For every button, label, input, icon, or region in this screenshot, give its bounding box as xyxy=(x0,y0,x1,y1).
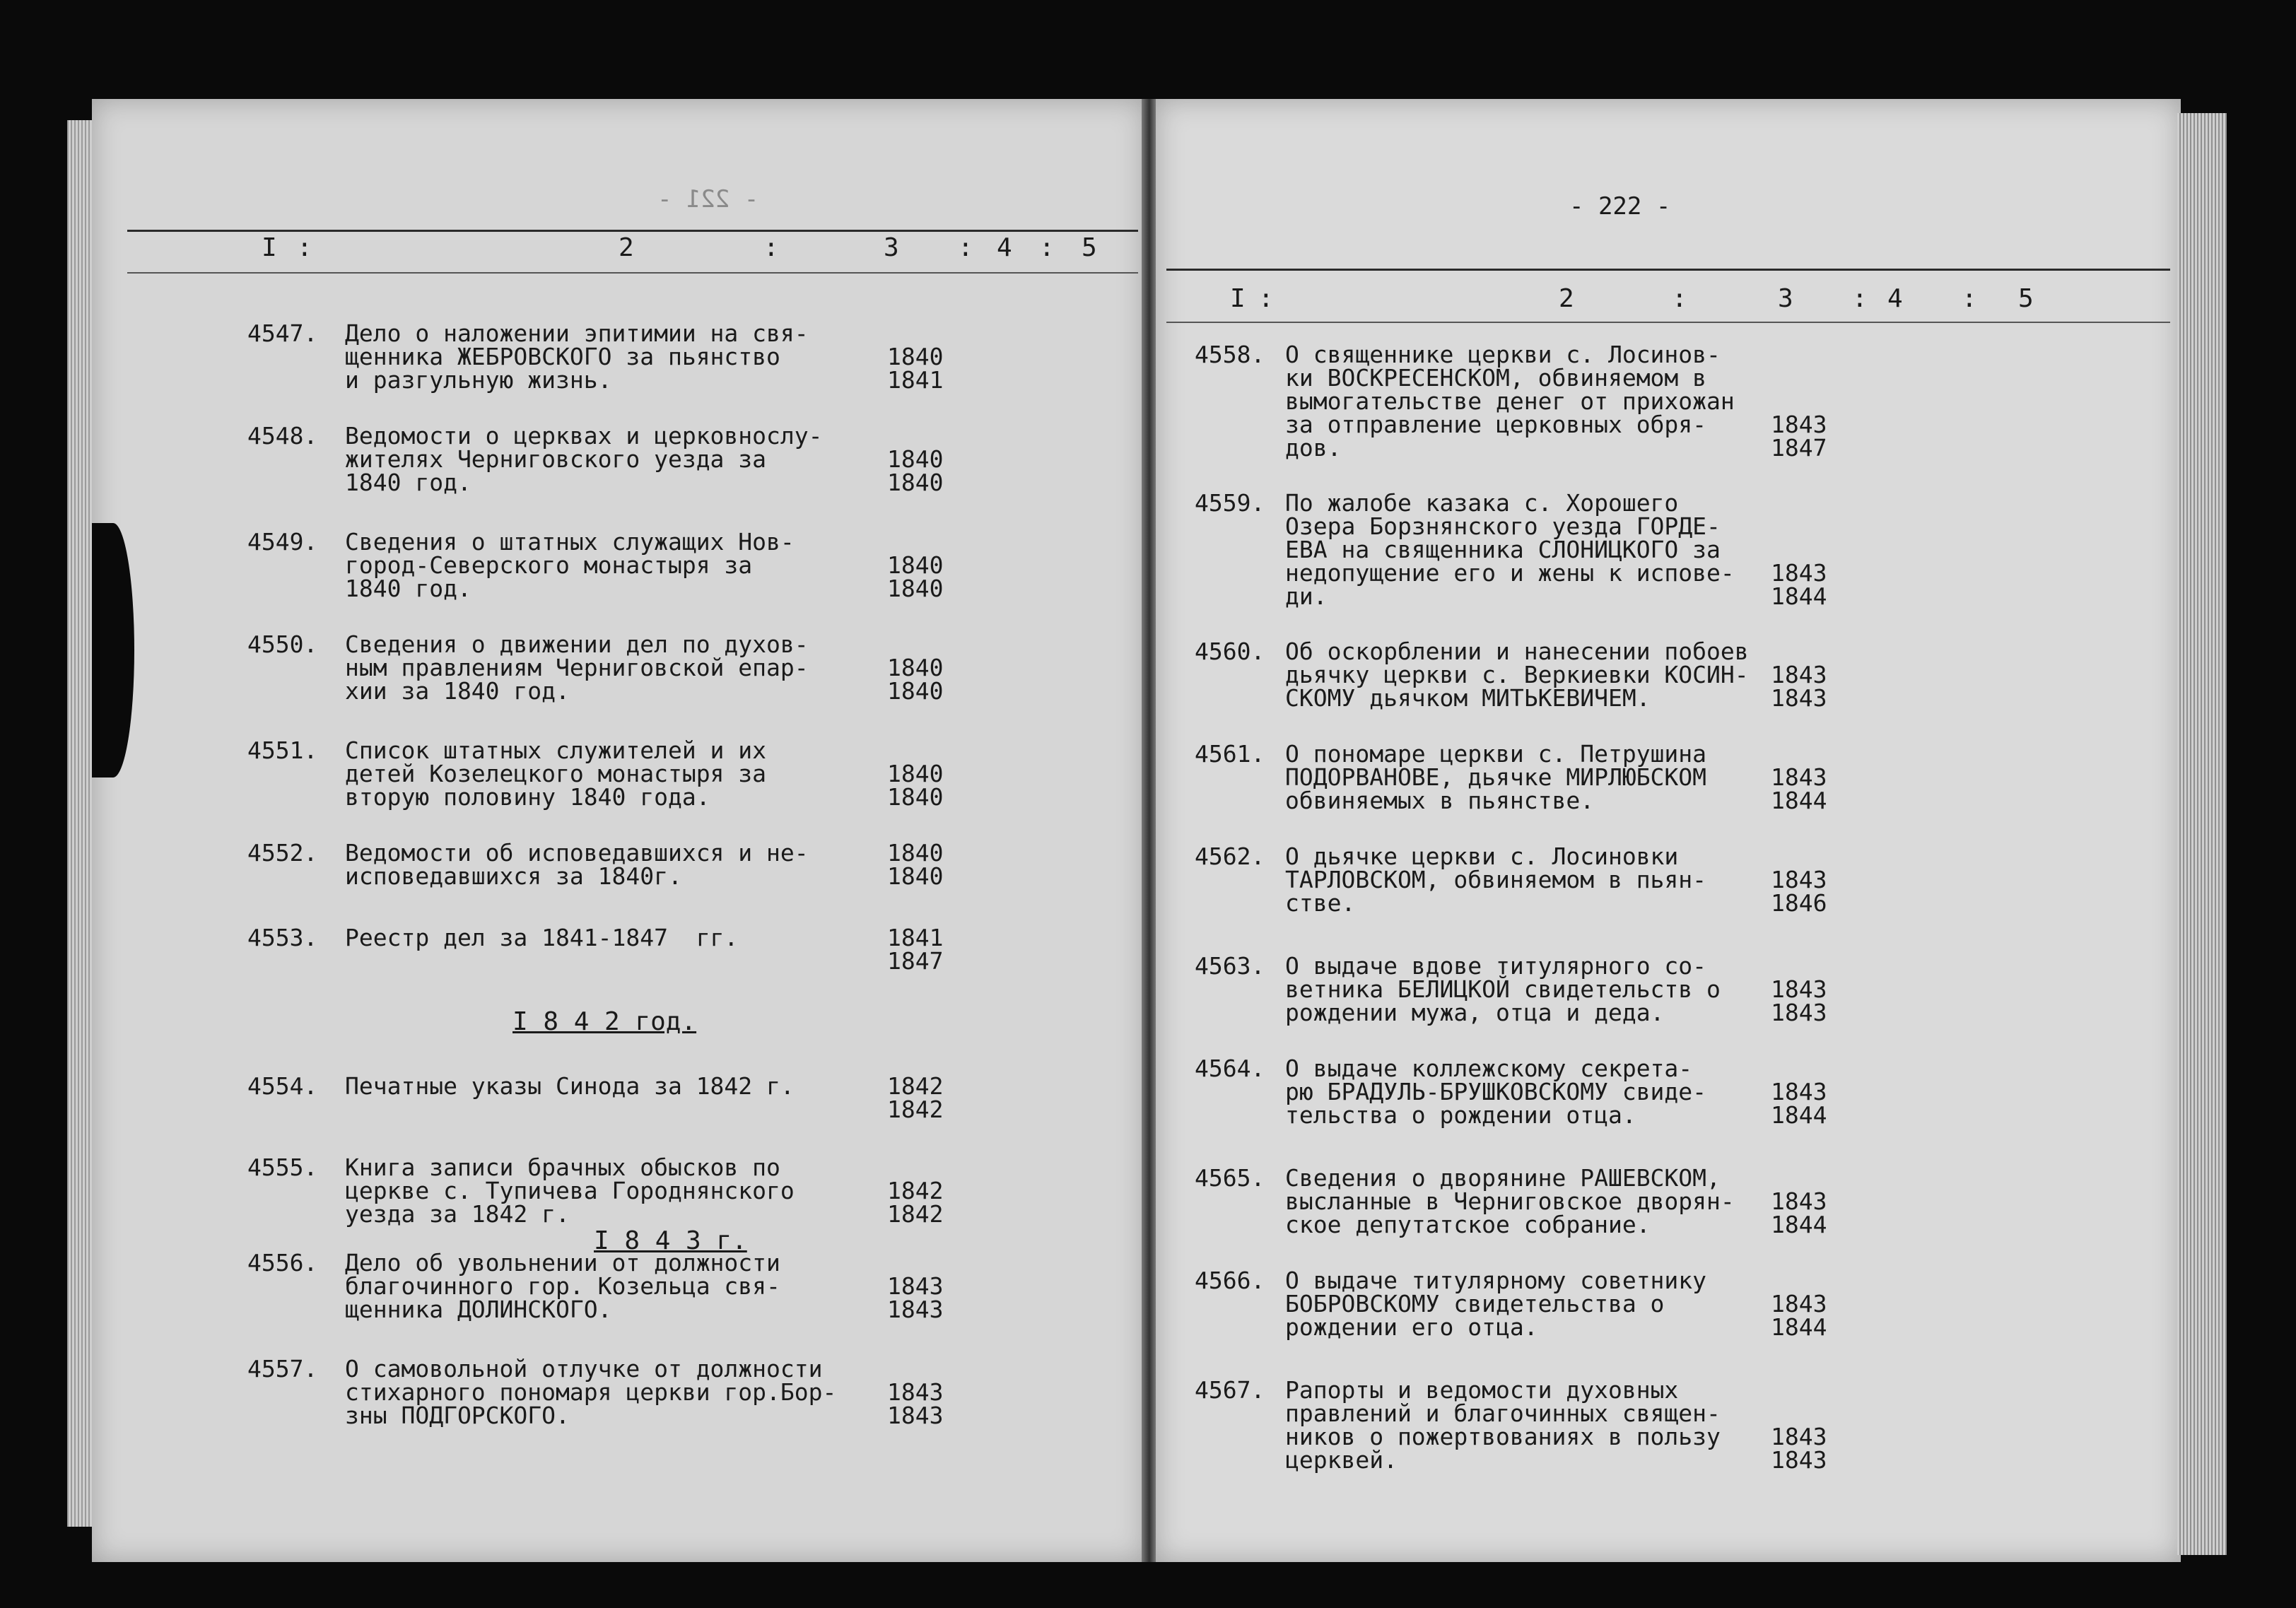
left-header-rule xyxy=(127,230,1138,232)
entry-dates: 1843 1843 xyxy=(1771,975,1827,1026)
year-header-1842: I 8 4 2 год. xyxy=(512,1007,697,1036)
right-page-edges xyxy=(2177,113,2227,1555)
right-page-number: - 222 - xyxy=(1569,192,1671,221)
entry-title: Сведения о движении дел по духов- ным правлениям Черниговской епар- хии за 1840 год. xyxy=(345,630,809,705)
entry-dates: 1843 1844 xyxy=(1771,763,1827,814)
entry-title: Список штатных служителей и их детей Козелецкого монастыря за вторую половину 1840 года. xyxy=(345,736,767,811)
entry-number: 4564. xyxy=(1195,1055,1265,1082)
entry-number: 4566. xyxy=(1195,1267,1265,1294)
entry-title: Книга записи брачных обысков по церкве с. Тупичева Городнянского уезда за 1842 г. xyxy=(345,1154,795,1228)
entry-number: 4549. xyxy=(247,528,318,556)
entry-dates: 1840 1840 xyxy=(887,654,944,705)
entry-dates: 1840 1841 xyxy=(887,343,944,394)
column-header-3: : xyxy=(763,233,779,262)
entry-dates: 1841 1847 xyxy=(887,924,944,975)
entry-dates: 1842 1842 xyxy=(887,1072,944,1123)
entry-number: 4552. xyxy=(247,839,318,867)
column-header-1: : xyxy=(297,233,312,262)
entry-title: По жалобе казака с. Хорошего Озера Борзнянского уезда ГОРДЕ- ЕВА на священника СЛОНИЦКОГО за недопущение его и жены к испове- ди. xyxy=(1285,489,1735,610)
entry-number: 4555. xyxy=(247,1154,318,1181)
entry-number: 4560. xyxy=(1195,638,1265,665)
entry-dates: 1840 1840 xyxy=(887,839,944,890)
column-header-6: 4 xyxy=(997,233,1012,262)
entry-dates: 1840 1840 xyxy=(887,760,944,811)
entry-number: 4547. xyxy=(247,319,318,347)
entry-title: Дело об увольнении от должности благочинного гор. Козельца свя- щенника ДОЛИНСКОГО. xyxy=(345,1249,780,1323)
entry-title: О выдаче титулярному советнику БОБРОВСКОМУ свидетельства о рождении его отца. xyxy=(1285,1267,1707,1341)
entry-dates: 1843 1844 xyxy=(1771,559,1827,610)
column-header-8: 5 xyxy=(1082,233,1097,262)
entry-title: Реестр дел за 1841-1847 гг. xyxy=(345,924,739,951)
entry-title: О выдаче коллежскому секрета- рю БРАДУЛЬ-БРУШКОВСКОМУ свиде- тельства о рождении отца. xyxy=(1285,1055,1707,1129)
entry-title: О пономаре церкви с. Петрушина ПОДОРВАНОВЕ, дьячке МИРЛЮБСКОМ обвиняемых в пьянстве. xyxy=(1285,740,1707,814)
entry-title: Ведомости о церквах и церковнослу- жителях Черниговского уезда за 1840 год. xyxy=(345,422,823,496)
left-page xyxy=(92,99,1145,1562)
column-header-0: I xyxy=(262,233,277,262)
column-header-1: : xyxy=(1258,284,1274,313)
entry-number: 4563. xyxy=(1195,952,1265,980)
entry-dates: 1843 1844 xyxy=(1771,1290,1827,1341)
entry-title: О дьячке церкви с. Лосиновки ТАРЛОВСКОМ, обвиняемом в пьян- стве. xyxy=(1285,843,1707,917)
entry-title: Дело о наложении эпитимии на свя- щенника ЖЕБРОВСКОГО за пьянство и разгульную жизнь. xyxy=(345,319,809,394)
entry-dates: 1843 1843 xyxy=(887,1378,944,1429)
column-header-4: 3 xyxy=(1778,284,1793,313)
entry-number: 4551. xyxy=(247,736,318,764)
left-page-number: - 221 - xyxy=(657,185,759,213)
entry-title: О самовольной отлучке от должности стихарного пономаря церкви гор.Бор- зны ПОДГОРСКОГО. xyxy=(345,1355,837,1429)
entry-title: Об оскорблении и нанесении побоев дьячку церкви с. Веркиевки КОСИН- СКОМУ дьячком МИТЬКЕВИЧЕМ. xyxy=(1285,638,1749,712)
entry-number: 4556. xyxy=(247,1249,318,1277)
column-header-2: 2 xyxy=(619,233,634,262)
entry-number: 4559. xyxy=(1195,489,1265,517)
right-page xyxy=(1156,99,2181,1562)
entry-number: 4567. xyxy=(1195,1376,1265,1404)
entry-number: 4561. xyxy=(1195,740,1265,768)
entry-dates: 1843 1844 xyxy=(1771,1078,1827,1129)
entry-dates: 1843 1847 xyxy=(1771,411,1827,462)
column-header-0: I xyxy=(1230,284,1246,313)
column-header-6: 4 xyxy=(1887,284,1903,313)
entry-number: 4562. xyxy=(1195,843,1265,870)
entry-title: Сведения о дворянине РАШЕВСКОМ, высланные в Черниговское дворян- ское депутатское собрание. xyxy=(1285,1164,1735,1238)
entry-title: Сведения о штатных служащих Нов- город-Северского монастыря за 1840 год. xyxy=(345,528,795,602)
column-header-7: : xyxy=(1039,233,1055,262)
right-header-rule-bottom xyxy=(1166,322,2170,323)
entry-dates: 1843 1843 xyxy=(887,1272,944,1323)
entry-number: 4558. xyxy=(1195,341,1265,368)
entry-dates: 1843 1846 xyxy=(1771,866,1827,917)
torn-page-edge xyxy=(92,523,134,777)
entry-title: Ведомости об исповедавшихся и не- исповедавшихся за 1840г. xyxy=(345,839,809,890)
book-gutter xyxy=(1142,99,1157,1562)
entry-dates: 1843 1843 xyxy=(1771,661,1827,712)
column-header-2: 2 xyxy=(1559,284,1574,313)
entry-dates: 1840 1840 xyxy=(887,551,944,602)
column-header-5: : xyxy=(1852,284,1868,313)
entry-dates: 1843 1843 xyxy=(1771,1423,1827,1474)
column-header-4: 3 xyxy=(884,233,899,262)
column-header-8: 5 xyxy=(2018,284,2034,313)
left-header-rule-bottom xyxy=(127,272,1138,274)
right-header-rule xyxy=(1166,269,2170,271)
left-page-edges xyxy=(67,120,95,1527)
entry-number: 4548. xyxy=(247,422,318,450)
entry-number: 4554. xyxy=(247,1072,318,1100)
entry-dates: 1840 1840 xyxy=(887,445,944,496)
column-header-7: : xyxy=(1962,284,1977,313)
entry-title: Рапорты и ведомости духовных правлений и благочинных священ- ников о пожертвованиях в пользу церквей. xyxy=(1285,1376,1721,1474)
entry-title: О священнике церкви с. Лосинов- ки ВОСКРЕСЕНСКОМ, обвиняемом в вымогательстве денег от прихожан за отправление церковных обря- дов. xyxy=(1285,341,1735,462)
year-header-1843: I 8 4 3 г. xyxy=(594,1226,747,1255)
entry-title: Печатные указы Синода за 1842 г. xyxy=(345,1072,795,1100)
entry-dates: 1842 1842 xyxy=(887,1177,944,1228)
entry-number: 4553. xyxy=(247,924,318,951)
entry-number: 4550. xyxy=(247,630,318,658)
entry-dates: 1843 1844 xyxy=(1771,1187,1827,1238)
column-header-3: : xyxy=(1672,284,1687,313)
entry-title: О выдаче вдове титулярного со- ветника БЕЛИЦКОЙ свидетельств о рождении мужа, отца и деда. xyxy=(1285,952,1721,1026)
entry-number: 4557. xyxy=(247,1355,318,1383)
column-header-5: : xyxy=(958,233,973,262)
entry-number: 4565. xyxy=(1195,1164,1265,1192)
